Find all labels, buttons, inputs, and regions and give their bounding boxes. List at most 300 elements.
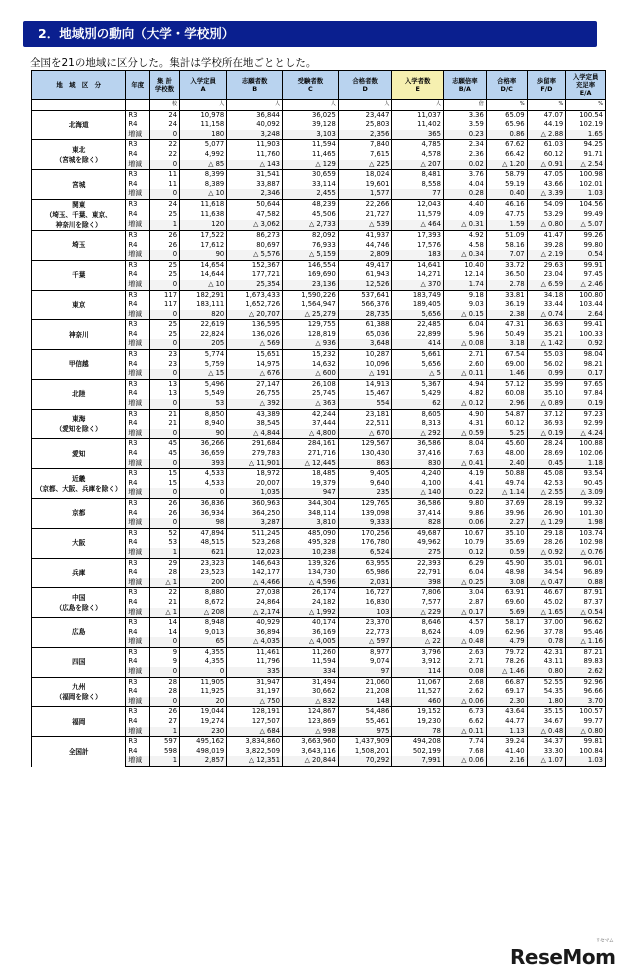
table-row xyxy=(32,290,606,300)
value-cell: 6.04 xyxy=(443,320,486,330)
value-cell: 14,644 xyxy=(180,270,227,280)
value-cell: 69.00 xyxy=(486,360,527,370)
value-cell: △ 3.09 xyxy=(566,488,606,498)
value-cell: 39.96 xyxy=(486,509,527,519)
value-cell: 34.54 xyxy=(527,568,566,578)
value-cell: △ 0.11 xyxy=(443,727,486,737)
value-cell: 91.71 xyxy=(566,150,606,160)
value-cell: 28.69 xyxy=(527,449,566,459)
region-name: 千葉 xyxy=(32,260,126,290)
value-cell: △ 140 xyxy=(392,488,443,498)
column-header: 志願倍率 B/A xyxy=(443,71,486,100)
value-cell: 63,955 xyxy=(338,558,392,568)
year-cell: R4 xyxy=(126,747,150,757)
value-cell: 49,962 xyxy=(392,538,443,548)
unit-cell xyxy=(126,100,150,111)
value-cell: 100.57 xyxy=(566,707,606,717)
year-cell: R4 xyxy=(126,150,150,160)
value-cell: 36,586 xyxy=(392,498,443,508)
value-cell: 365 xyxy=(392,130,443,140)
value-cell: 35.10 xyxy=(527,389,566,399)
value-cell: 99.49 xyxy=(566,210,606,220)
value-cell: △ 0.31 xyxy=(443,220,486,231)
value-cell: △ 0.11 xyxy=(443,369,486,379)
value-cell: 65,986 xyxy=(338,568,392,578)
value-cell: 11,594 xyxy=(283,657,339,667)
year-cell: R4 xyxy=(126,330,150,340)
value-cell: 16,830 xyxy=(338,598,392,608)
region-name: 神奈川 xyxy=(32,320,126,350)
value-cell: 7.74 xyxy=(443,737,486,747)
year-cell: R3 xyxy=(126,439,150,449)
value-cell: 104.56 xyxy=(566,199,606,210)
value-cell: 26,108 xyxy=(283,379,339,389)
value-cell: 28.24 xyxy=(527,439,566,449)
value-cell: 90 xyxy=(180,429,227,439)
region-name: 四国 xyxy=(32,647,126,677)
value-cell: 1 xyxy=(150,220,180,231)
value-cell: 117 xyxy=(150,300,180,310)
table-row xyxy=(32,409,606,419)
value-cell: 2,356 xyxy=(338,130,392,140)
value-cell: 42,244 xyxy=(283,409,339,419)
value-cell: △ 4,596 xyxy=(283,578,339,588)
value-cell: 1 xyxy=(150,756,180,766)
value-cell: 3.04 xyxy=(443,588,486,598)
value-cell: 9.03 xyxy=(443,300,486,310)
year-cell: 増減 xyxy=(126,339,150,349)
value-cell: 100.54 xyxy=(566,110,606,120)
year-cell: 増減 xyxy=(126,637,150,647)
value-cell: 23 xyxy=(150,350,180,360)
value-cell: 25 xyxy=(150,210,180,220)
region-name: 九州 （福岡を除く） xyxy=(32,677,126,707)
value-cell: △ 207 xyxy=(392,160,443,170)
value-cell: 23,136 xyxy=(283,280,339,290)
value-cell: 9.86 xyxy=(443,509,486,519)
year-cell: R4 xyxy=(126,210,150,220)
value-cell: 28.26 xyxy=(527,538,566,548)
value-cell: 6.04 xyxy=(443,568,486,578)
value-cell: 23,323 xyxy=(180,558,227,568)
value-cell: 15 xyxy=(150,479,180,489)
value-cell: 6.62 xyxy=(443,717,486,727)
resemom-logo xyxy=(510,938,616,969)
value-cell: △ 3.39 xyxy=(527,189,566,199)
value-cell: 7,840 xyxy=(338,140,392,150)
column-header: 合格率 D/C xyxy=(486,71,527,100)
value-cell: 43.66 xyxy=(527,180,566,190)
value-cell: 4,785 xyxy=(392,140,443,150)
value-cell: 26 xyxy=(150,707,180,717)
value-cell: △ 208 xyxy=(180,608,227,618)
value-cell: 0 xyxy=(150,488,180,498)
value-cell: △ 2.46 xyxy=(566,280,606,290)
value-cell: 65.96 xyxy=(486,120,527,130)
value-cell: 11,579 xyxy=(392,210,443,220)
value-cell: △ 1 xyxy=(150,578,180,588)
value-cell: 36.63 xyxy=(527,320,566,330)
value-cell: 5,496 xyxy=(180,379,227,389)
value-cell: △ 5 xyxy=(392,369,443,379)
table-row xyxy=(32,199,606,210)
header-row xyxy=(32,71,606,100)
value-cell: 37.00 xyxy=(527,618,566,628)
value-cell: 67.62 xyxy=(486,140,527,150)
value-cell: 621 xyxy=(180,548,227,558)
value-cell: △ 0.06 xyxy=(443,697,486,707)
value-cell: △ 0.47 xyxy=(527,578,566,588)
value-cell: △ 85 xyxy=(180,160,227,170)
value-cell: 6,524 xyxy=(338,548,392,558)
value-cell: △ 0.59 xyxy=(443,429,486,439)
value-cell: △ 0.17 xyxy=(443,608,486,618)
value-cell: 89.83 xyxy=(566,657,606,667)
value-cell: 77 xyxy=(392,189,443,199)
value-cell: 537,641 xyxy=(338,290,392,300)
value-cell: 87.91 xyxy=(566,588,606,598)
value-cell: △ 0.48 xyxy=(527,727,566,737)
value-cell: 114 xyxy=(392,667,443,677)
value-cell: 11,067 xyxy=(392,677,443,687)
value-cell: 523,268 xyxy=(227,538,283,548)
value-cell: 43.64 xyxy=(486,707,527,717)
value-cell: 0.40 xyxy=(486,189,527,199)
value-cell: 56.02 xyxy=(527,360,566,370)
value-cell: 5,656 xyxy=(392,310,443,320)
value-cell: △ 25,279 xyxy=(283,310,339,320)
value-cell: 9 xyxy=(150,647,180,657)
year-cell: R3 xyxy=(126,737,150,747)
region-name: 大阪 xyxy=(32,528,126,558)
value-cell: 100.88 xyxy=(566,439,606,449)
value-cell: 136,595 xyxy=(227,320,283,330)
value-cell: 29 xyxy=(150,558,180,568)
value-cell: △ 363 xyxy=(283,399,339,409)
value-cell: 5,367 xyxy=(392,379,443,389)
year-cell: 増減 xyxy=(126,697,150,707)
value-cell: 19,044 xyxy=(180,707,227,717)
value-cell: 38,545 xyxy=(227,419,283,429)
value-cell: △ 292 xyxy=(392,429,443,439)
year-cell: R3 xyxy=(126,409,150,419)
value-cell: 0 xyxy=(150,697,180,707)
unit-cell: 人 xyxy=(283,100,339,111)
value-cell: △ 0.48 xyxy=(443,637,486,647)
value-cell: 14,641 xyxy=(392,260,443,270)
value-cell: △ 20,844 xyxy=(283,756,339,766)
value-cell: 28 xyxy=(150,568,180,578)
value-cell: 4.92 xyxy=(443,230,486,240)
value-cell: 11,925 xyxy=(180,687,227,697)
value-cell: 4.79 xyxy=(486,637,527,647)
value-cell: 360,963 xyxy=(227,498,283,508)
value-cell: 11 xyxy=(150,170,180,180)
value-cell: △ 936 xyxy=(283,339,339,349)
value-cell: 25 xyxy=(150,330,180,340)
value-cell: 2.62 xyxy=(443,687,486,697)
value-cell: 129,567 xyxy=(338,439,392,449)
value-cell: △ 998 xyxy=(283,727,339,737)
year-cell: R3 xyxy=(126,498,150,508)
value-cell: 28,735 xyxy=(338,310,392,320)
value-cell: △ 0.19 xyxy=(527,429,566,439)
year-cell: 増減 xyxy=(126,280,150,290)
value-cell: 103 xyxy=(338,608,392,618)
table-row xyxy=(32,439,606,449)
value-cell: 55,461 xyxy=(338,717,392,727)
value-cell: 275 xyxy=(392,548,443,558)
table-row xyxy=(32,528,606,538)
value-cell: 3.76 xyxy=(443,170,486,180)
value-cell: 65,036 xyxy=(338,330,392,340)
value-cell: 820 xyxy=(180,310,227,320)
value-cell: 0 xyxy=(150,667,180,677)
value-cell: 4.82 xyxy=(443,389,486,399)
value-cell: 11,402 xyxy=(392,120,443,130)
year-cell: R4 xyxy=(126,657,150,667)
value-cell: 5.25 xyxy=(486,429,527,439)
column-header: 入学者数 E xyxy=(392,71,443,100)
value-cell: 21 xyxy=(150,598,180,608)
value-cell: 97.65 xyxy=(566,379,606,389)
value-cell: △ 0.15 xyxy=(443,310,486,320)
value-cell: 291,684 xyxy=(227,439,283,449)
unit-cell: 倍 xyxy=(443,100,486,111)
value-cell: 46.67 xyxy=(527,588,566,598)
value-cell: △ 0.41 xyxy=(443,459,486,469)
value-cell: 102.98 xyxy=(566,538,606,548)
value-cell: 45 xyxy=(150,449,180,459)
value-cell: 4.09 xyxy=(443,628,486,638)
value-cell: 0 xyxy=(150,459,180,469)
value-cell: 2.36 xyxy=(443,150,486,160)
value-cell: 183 xyxy=(392,250,443,260)
year-cell: 増減 xyxy=(126,488,150,498)
value-cell: 21,208 xyxy=(338,687,392,697)
value-cell: 15,232 xyxy=(283,350,339,360)
value-cell: 1.03 xyxy=(566,189,606,199)
value-cell: 0 xyxy=(150,250,180,260)
value-cell: 36.19 xyxy=(486,300,527,310)
section-title: 2．地域別の動向（大学・学校別） xyxy=(38,26,235,41)
value-cell: 1.98 xyxy=(566,518,606,528)
value-cell: 22 xyxy=(150,140,180,150)
value-cell: 0.88 xyxy=(566,578,606,588)
value-cell: 3.70 xyxy=(566,697,606,707)
column-header: 集 計 学校数 xyxy=(150,71,180,100)
value-cell: △ 1.20 xyxy=(486,160,527,170)
value-cell: 11,905 xyxy=(180,677,227,687)
value-cell: 99.41 xyxy=(566,320,606,330)
value-cell: 393 xyxy=(180,459,227,469)
value-cell: 25,745 xyxy=(283,389,339,399)
year-cell: R3 xyxy=(126,647,150,657)
year-cell: 増減 xyxy=(126,727,150,737)
region-name: 北陸 xyxy=(32,379,126,409)
value-cell: 11,527 xyxy=(392,687,443,697)
value-cell: 3,287 xyxy=(227,518,283,528)
unit-cell: 人 xyxy=(227,100,283,111)
year-cell: 増減 xyxy=(126,578,150,588)
value-cell: 94.25 xyxy=(566,140,606,150)
value-cell: △ 1.46 xyxy=(486,667,527,677)
value-cell: 2.71 xyxy=(443,350,486,360)
value-cell: 40,174 xyxy=(283,618,339,628)
value-cell: 3,648 xyxy=(338,339,392,349)
value-cell: 4,355 xyxy=(180,647,227,657)
value-cell: △ 0.06 xyxy=(443,756,486,766)
value-cell: 102.19 xyxy=(566,120,606,130)
value-cell: 50,644 xyxy=(227,199,283,210)
value-cell: 0.06 xyxy=(443,518,486,528)
value-cell: 101.30 xyxy=(566,509,606,519)
value-cell: 142,177 xyxy=(227,568,283,578)
value-cell: △ 1.65 xyxy=(527,608,566,618)
value-cell: 4.04 xyxy=(443,180,486,190)
value-cell: 21 xyxy=(150,419,180,429)
value-cell: 117 xyxy=(150,290,180,300)
year-cell: 増減 xyxy=(126,756,150,766)
value-cell: △ 676 xyxy=(227,369,283,379)
value-cell: 6.29 xyxy=(443,558,486,568)
value-cell: 1.80 xyxy=(527,697,566,707)
value-cell: 15,651 xyxy=(227,350,283,360)
value-cell: △ 0.74 xyxy=(527,310,566,320)
value-cell: 4,533 xyxy=(180,479,227,489)
value-cell: 3,912 xyxy=(392,657,443,667)
column-header: 年度 xyxy=(126,71,150,100)
value-cell: 5.96 xyxy=(443,330,486,340)
region-name: 東京 xyxy=(32,290,126,320)
value-cell: 200 xyxy=(180,578,227,588)
value-cell: 7,577 xyxy=(392,598,443,608)
year-cell: 増減 xyxy=(126,310,150,320)
value-cell: 50.49 xyxy=(486,330,527,340)
year-cell: R4 xyxy=(126,717,150,727)
value-cell: 79.72 xyxy=(486,647,527,657)
value-cell: 63.91 xyxy=(486,588,527,598)
value-cell: 86,273 xyxy=(227,230,283,240)
value-cell: △ 11,901 xyxy=(227,459,283,469)
unit-cell: % xyxy=(486,100,527,111)
value-cell: 46.16 xyxy=(486,199,527,210)
table-row xyxy=(32,677,606,687)
value-cell: 4.94 xyxy=(443,379,486,389)
value-cell: 4,240 xyxy=(392,469,443,479)
year-cell: R4 xyxy=(126,538,150,548)
region-name: 東北 （宮城を除く） xyxy=(32,140,126,170)
value-cell: 4.40 xyxy=(443,199,486,210)
year-cell: R3 xyxy=(126,290,150,300)
value-cell: 1.13 xyxy=(486,727,527,737)
value-cell: △ 4,800 xyxy=(283,429,339,439)
year-cell: 増減 xyxy=(126,399,150,409)
value-cell: 9,640 xyxy=(338,479,392,489)
value-cell: △ 2.88 xyxy=(527,130,566,140)
table-row xyxy=(32,558,606,568)
value-cell: 2.78 xyxy=(486,280,527,290)
value-cell: 2.60 xyxy=(443,360,486,370)
value-cell: 2.62 xyxy=(566,667,606,677)
year-cell: 増減 xyxy=(126,429,150,439)
value-cell: 36,836 xyxy=(180,498,227,508)
units-row xyxy=(32,100,606,111)
value-cell: 100.80 xyxy=(566,290,606,300)
value-cell: 60.12 xyxy=(486,419,527,429)
year-cell: R3 xyxy=(126,558,150,568)
year-cell: R3 xyxy=(126,140,150,150)
value-cell: 31,947 xyxy=(227,677,283,687)
value-cell: 19,230 xyxy=(392,717,443,727)
value-cell: △ 20,707 xyxy=(227,310,283,320)
value-cell: 52.55 xyxy=(527,677,566,687)
value-cell: 8,646 xyxy=(392,618,443,628)
year-cell: R3 xyxy=(126,320,150,330)
value-cell: 99.91 xyxy=(566,260,606,270)
unit-cell: % xyxy=(527,100,566,111)
value-cell: 8,389 xyxy=(180,180,227,190)
value-cell: 14,632 xyxy=(283,360,339,370)
value-cell: 96.66 xyxy=(566,687,606,697)
unit-cell: 人 xyxy=(180,100,227,111)
table-row xyxy=(32,737,606,747)
year-cell: R4 xyxy=(126,628,150,638)
value-cell: 2.63 xyxy=(443,647,486,657)
value-cell: △ 3,062 xyxy=(227,220,283,231)
column-header: 入学定員 充足率 E/A xyxy=(566,71,606,100)
value-cell: 21 xyxy=(150,409,180,419)
value-cell: 128,819 xyxy=(283,330,339,340)
value-cell: 62.96 xyxy=(486,628,527,638)
value-cell: 42.31 xyxy=(527,647,566,657)
value-cell: 0.02 xyxy=(443,160,486,170)
value-cell: 55.03 xyxy=(527,350,566,360)
value-cell: 11,796 xyxy=(227,657,283,667)
value-cell: 54.09 xyxy=(527,199,566,210)
value-cell: △ 5.07 xyxy=(566,220,606,231)
value-cell: 9,405 xyxy=(338,469,392,479)
year-cell: R4 xyxy=(126,568,150,578)
value-cell: 9.18 xyxy=(443,290,486,300)
value-cell: 2.34 xyxy=(443,140,486,150)
value-cell: 4,355 xyxy=(180,657,227,667)
value-cell: 5,429 xyxy=(392,389,443,399)
value-cell: 24 xyxy=(150,110,180,120)
value-cell: 183,749 xyxy=(392,290,443,300)
value-cell: 35.99 xyxy=(527,379,566,389)
value-cell: 12.14 xyxy=(443,270,486,280)
value-cell: 78.26 xyxy=(486,657,527,667)
value-cell: 2.38 xyxy=(486,310,527,320)
value-cell: 57.12 xyxy=(486,379,527,389)
unit-cell: 人 xyxy=(392,100,443,111)
value-cell: 0.23 xyxy=(443,130,486,140)
value-cell: 26 xyxy=(150,509,180,519)
value-cell: 97.45 xyxy=(566,270,606,280)
value-cell: △ 0.80 xyxy=(527,220,566,231)
value-cell: 58.17 xyxy=(486,618,527,628)
value-cell: 554 xyxy=(338,399,392,409)
value-cell: 11,461 xyxy=(227,647,283,657)
value-cell: 90 xyxy=(180,250,227,260)
region-name: 近畿 （京都、大阪、兵庫を除く） xyxy=(32,469,126,499)
value-cell: 25,803 xyxy=(338,120,392,130)
value-cell: 53.29 xyxy=(527,210,566,220)
value-cell: 14,271 xyxy=(392,270,443,280)
value-cell: 205 xyxy=(180,339,227,349)
value-cell: 82,092 xyxy=(283,230,339,240)
